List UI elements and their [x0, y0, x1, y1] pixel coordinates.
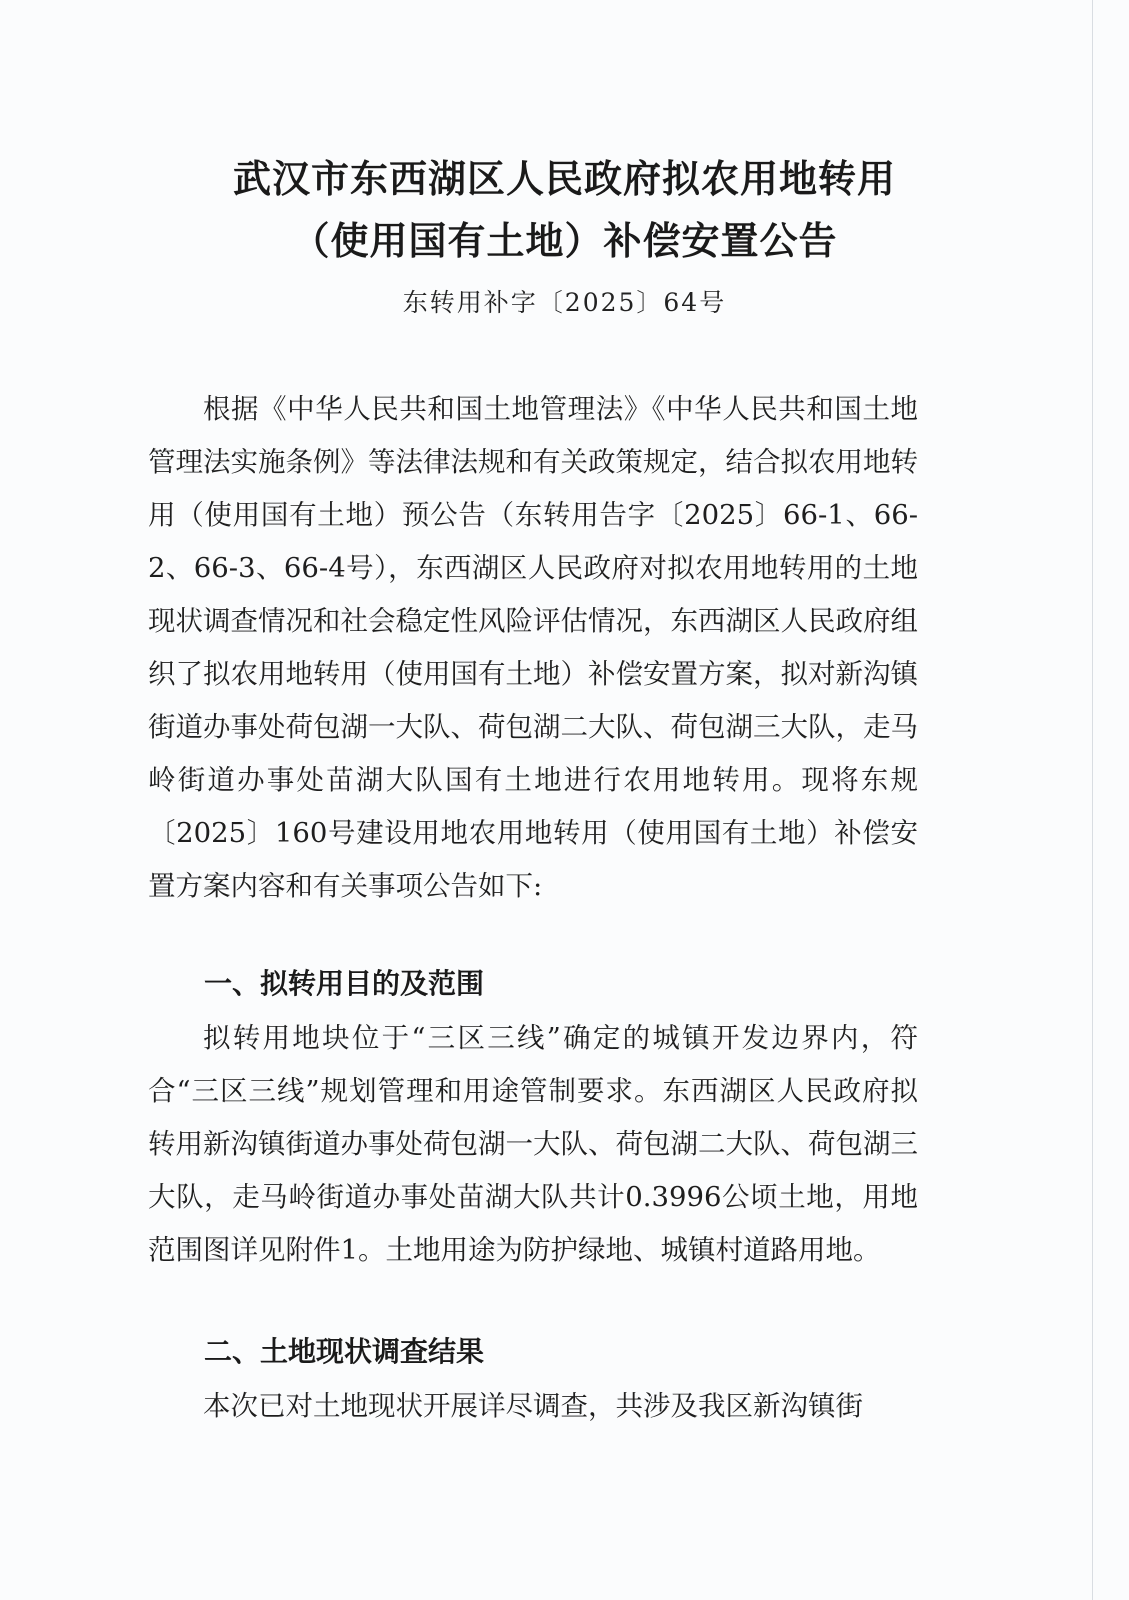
- section-1-paragraph: 拟转用地块位于“三区三线”确定的城镇开发边界内，符合“三区三线”规划管理和用途管制要求。东西湖区人民政府拟转用新沟镇街道办事处荷包湖一大队、荷包湖二大队、荷包湖三大队，走马岭街道办事处苗湖大队共计0.3996公顷土地，用地范围图详见附件1。土地用途为防护绿地、城镇村道路用地。: [148, 1022, 918, 1266]
- section-2-heading: 二、土地现状调查结果: [204, 1335, 485, 1368]
- document-title-line-2: （使用国有土地）补偿安置公告: [291, 219, 838, 263]
- section-2-paragraph: 本次已对土地现状开展详尽调查，共涉及我区新沟镇街: [203, 1390, 863, 1422]
- section-1-heading: 一、拟转用目的及范围: [204, 967, 485, 1000]
- document-number: 东转用补字〔2025〕64号: [402, 288, 727, 317]
- intro-paragraph: 根据《中华人民共和国土地管理法》《中华人民共和国土地管理法实施条例》等法律法规和有关政策规定，结合拟农用地转用（使用国有土地）预公告（东转用告字〔2025〕66-1、66-2、66-3、66-4号），东西湖区人民政府对拟农用地转用的土地现状调查情况和社会稳定性风险评估情况，东西湖区人民政府组织了拟农用地转用（使用国有土地）补偿安置方案，拟对新沟镇街道办事处荷包湖一大队、荷包湖二大队、荷包湖三大队，走马岭街道办事处苗湖大队国有土地进行农用地转用。现将东规〔2025〕160号建设用地农用地转用（使用国有土地）补偿安置方案内容和有关事项公告如下:: [148, 393, 918, 902]
- document-title-line-1: 武汉市东西湖区人民政府拟农用地转用: [232, 157, 896, 201]
